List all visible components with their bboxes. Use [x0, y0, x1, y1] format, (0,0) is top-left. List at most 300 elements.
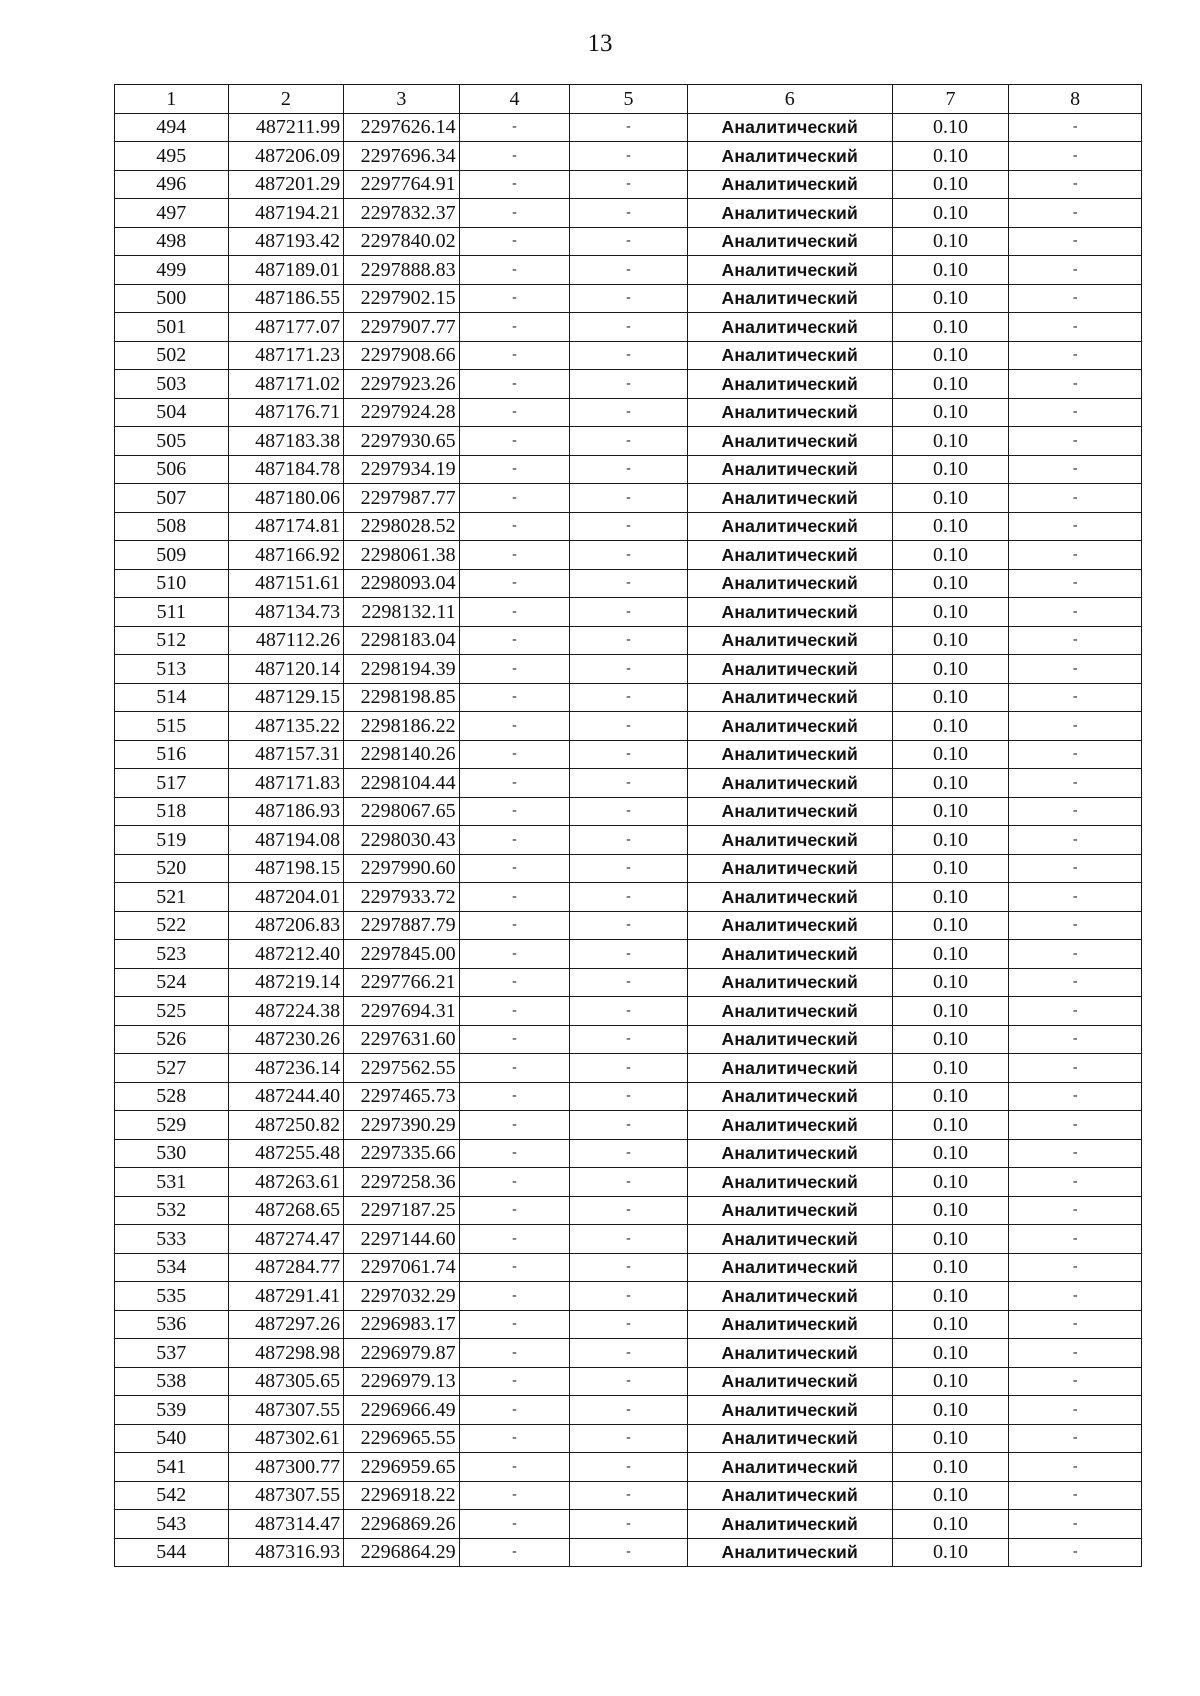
accuracy-cell: 0.10: [892, 199, 1009, 228]
table-row: [115, 740, 1142, 769]
column-5-cell: -: [570, 1310, 688, 1339]
x-coordinate-cell: 487171.23: [228, 341, 344, 370]
method-cell: Аналитический: [687, 683, 892, 712]
accuracy-cell: 0.10: [892, 455, 1009, 484]
method-cell: Аналитический: [687, 911, 892, 940]
column-8-cell: -: [1009, 1168, 1142, 1197]
column-8-cell: -: [1009, 997, 1142, 1026]
accuracy-cell: 0.10: [892, 1424, 1009, 1453]
accuracy-cell: 0.10: [892, 370, 1009, 399]
column-4-cell: -: [459, 911, 570, 940]
column-5-cell: -: [570, 1168, 688, 1197]
y-coordinate-cell: 2297908.66: [344, 341, 460, 370]
accuracy-cell: 0.10: [892, 826, 1009, 855]
accuracy-cell: 0.10: [892, 512, 1009, 541]
column-4-cell: -: [459, 655, 570, 684]
column-8-cell: -: [1009, 170, 1142, 199]
y-coordinate-cell: 2298093.04: [344, 569, 460, 598]
method-cell: Аналитический: [687, 1054, 892, 1083]
column-4-cell: -: [459, 341, 570, 370]
accuracy-cell: 0.10: [892, 1310, 1009, 1339]
point-number-cell: 515: [115, 712, 229, 741]
column-4-cell: -: [459, 1310, 570, 1339]
method-cell: Аналитический: [687, 256, 892, 285]
point-number-cell: 539: [115, 1396, 229, 1425]
y-coordinate-cell: 2297990.60: [344, 854, 460, 883]
method-cell: Аналитический: [687, 712, 892, 741]
column-4-cell: -: [459, 1396, 570, 1425]
point-number-cell: 521: [115, 883, 229, 912]
accuracy-cell: 0.10: [892, 427, 1009, 456]
method-cell: Аналитический: [687, 1310, 892, 1339]
y-coordinate-cell: 2298030.43: [344, 826, 460, 855]
point-number-cell: 525: [115, 997, 229, 1026]
y-coordinate-cell: 2297840.02: [344, 227, 460, 256]
x-coordinate-cell: 487184.78: [228, 455, 344, 484]
method-cell: Аналитический: [687, 626, 892, 655]
x-coordinate-cell: 487151.61: [228, 569, 344, 598]
accuracy-cell: 0.10: [892, 683, 1009, 712]
accuracy-cell: 0.10: [892, 1510, 1009, 1539]
column-5-cell: -: [570, 455, 688, 484]
method-cell: Аналитический: [687, 170, 892, 199]
column-5-cell: -: [570, 313, 688, 342]
column-4-cell: -: [459, 569, 570, 598]
column-8-cell: -: [1009, 797, 1142, 826]
coordinates-table: [114, 84, 1142, 1567]
column-8-cell: -: [1009, 1196, 1142, 1225]
column-4-cell: -: [459, 968, 570, 997]
method-cell: Аналитический: [687, 940, 892, 969]
point-number-cell: 526: [115, 1025, 229, 1054]
column-8-cell: -: [1009, 1367, 1142, 1396]
column-4-cell: -: [459, 1282, 570, 1311]
column-8-cell: -: [1009, 740, 1142, 769]
y-coordinate-cell: 2298194.39: [344, 655, 460, 684]
column-4-cell: -: [459, 113, 570, 142]
point-number-cell: 519: [115, 826, 229, 855]
column-8-cell: -: [1009, 1139, 1142, 1168]
point-number-cell: 527: [115, 1054, 229, 1083]
table-row: [115, 769, 1142, 798]
x-coordinate-cell: 487206.09: [228, 142, 344, 171]
x-coordinate-cell: 487171.02: [228, 370, 344, 399]
point-number-cell: 522: [115, 911, 229, 940]
column-8-cell: -: [1009, 940, 1142, 969]
column-8-cell: -: [1009, 1282, 1142, 1311]
column-8-cell: -: [1009, 1538, 1142, 1567]
point-number-cell: 542: [115, 1481, 229, 1510]
table-row: [115, 797, 1142, 826]
method-cell: Аналитический: [687, 883, 892, 912]
y-coordinate-cell: 2297335.66: [344, 1139, 460, 1168]
accuracy-cell: 0.10: [892, 484, 1009, 513]
table-row: [115, 1424, 1142, 1453]
column-4-cell: -: [459, 598, 570, 627]
table-row: [115, 1396, 1142, 1425]
method-cell: Аналитический: [687, 227, 892, 256]
point-number-cell: 500: [115, 284, 229, 313]
column-8-cell: -: [1009, 142, 1142, 171]
y-coordinate-cell: 2297907.77: [344, 313, 460, 342]
y-coordinate-cell: 2297562.55: [344, 1054, 460, 1083]
column-4-cell: -: [459, 1054, 570, 1083]
column-8-cell: -: [1009, 1025, 1142, 1054]
column-4-cell: -: [459, 1510, 570, 1539]
method-cell: Аналитический: [687, 797, 892, 826]
column-header: 6: [687, 85, 892, 114]
column-4-cell: -: [459, 256, 570, 285]
point-number-cell: 512: [115, 626, 229, 655]
column-header: 2: [228, 85, 344, 114]
method-cell: Аналитический: [687, 1082, 892, 1111]
x-coordinate-cell: 487206.83: [228, 911, 344, 940]
accuracy-cell: 0.10: [892, 1367, 1009, 1396]
table-row: [115, 170, 1142, 199]
point-number-cell: 499: [115, 256, 229, 285]
table-row: [115, 854, 1142, 883]
point-number-cell: 529: [115, 1111, 229, 1140]
x-coordinate-cell: 487180.06: [228, 484, 344, 513]
accuracy-cell: 0.10: [892, 1339, 1009, 1368]
column-8-cell: -: [1009, 655, 1142, 684]
column-5-cell: -: [570, 854, 688, 883]
column-4-cell: -: [459, 712, 570, 741]
column-5-cell: -: [570, 256, 688, 285]
column-8-cell: -: [1009, 455, 1142, 484]
x-coordinate-cell: 487174.81: [228, 512, 344, 541]
method-cell: Аналитический: [687, 370, 892, 399]
column-4-cell: -: [459, 797, 570, 826]
method-cell: Аналитический: [687, 1339, 892, 1368]
accuracy-cell: 0.10: [892, 626, 1009, 655]
x-coordinate-cell: 487297.26: [228, 1310, 344, 1339]
column-5-cell: -: [570, 398, 688, 427]
table-row: [115, 1538, 1142, 1567]
point-number-cell: 544: [115, 1538, 229, 1567]
column-8-cell: -: [1009, 883, 1142, 912]
point-number-cell: 516: [115, 740, 229, 769]
x-coordinate-cell: 487171.83: [228, 769, 344, 798]
column-4-cell: -: [459, 199, 570, 228]
table-header-row: [115, 85, 1142, 114]
accuracy-cell: 0.10: [892, 398, 1009, 427]
table-row: [115, 598, 1142, 627]
table-row: [115, 1481, 1142, 1510]
column-5-cell: -: [570, 541, 688, 570]
method-cell: Аналитический: [687, 313, 892, 342]
accuracy-cell: 0.10: [892, 797, 1009, 826]
y-coordinate-cell: 2298061.38: [344, 541, 460, 570]
column-5-cell: -: [570, 1538, 688, 1567]
table-row: [115, 1310, 1142, 1339]
x-coordinate-cell: 487284.77: [228, 1253, 344, 1282]
column-8-cell: -: [1009, 826, 1142, 855]
column-5-cell: -: [570, 1282, 688, 1311]
table-row: [115, 1054, 1142, 1083]
column-5-cell: -: [570, 911, 688, 940]
table-row: [115, 1168, 1142, 1197]
table-row: [115, 1111, 1142, 1140]
column-4-cell: -: [459, 740, 570, 769]
table-row: [115, 484, 1142, 513]
accuracy-cell: 0.10: [892, 569, 1009, 598]
column-4-cell: -: [459, 1225, 570, 1254]
x-coordinate-cell: 487176.71: [228, 398, 344, 427]
table-row: [115, 1253, 1142, 1282]
table-row: [115, 541, 1142, 570]
column-header: 4: [459, 85, 570, 114]
y-coordinate-cell: 2297888.83: [344, 256, 460, 285]
table-row: [115, 968, 1142, 997]
method-cell: Аналитический: [687, 1168, 892, 1197]
table-row: [115, 199, 1142, 228]
y-coordinate-cell: 2297258.36: [344, 1168, 460, 1197]
accuracy-cell: 0.10: [892, 541, 1009, 570]
y-coordinate-cell: 2296966.49: [344, 1396, 460, 1425]
table-row: [115, 370, 1142, 399]
table-row: [115, 113, 1142, 142]
column-8-cell: -: [1009, 1054, 1142, 1083]
accuracy-cell: 0.10: [892, 1253, 1009, 1282]
column-8-cell: -: [1009, 113, 1142, 142]
column-5-cell: -: [570, 1025, 688, 1054]
column-5-cell: -: [570, 199, 688, 228]
column-4-cell: -: [459, 227, 570, 256]
column-5-cell: -: [570, 1481, 688, 1510]
column-8-cell: -: [1009, 199, 1142, 228]
y-coordinate-cell: 2296864.29: [344, 1538, 460, 1567]
method-cell: Аналитический: [687, 512, 892, 541]
x-coordinate-cell: 487268.65: [228, 1196, 344, 1225]
column-4-cell: -: [459, 1196, 570, 1225]
column-5-cell: -: [570, 1396, 688, 1425]
column-5-cell: -: [570, 1424, 688, 1453]
point-number-cell: 495: [115, 142, 229, 171]
column-8-cell: -: [1009, 712, 1142, 741]
method-cell: Аналитический: [687, 455, 892, 484]
x-coordinate-cell: 487314.47: [228, 1510, 344, 1539]
accuracy-cell: 0.10: [892, 769, 1009, 798]
x-coordinate-cell: 487194.08: [228, 826, 344, 855]
point-number-cell: 535: [115, 1282, 229, 1311]
column-5-cell: -: [570, 598, 688, 627]
accuracy-cell: 0.10: [892, 284, 1009, 313]
column-4-cell: -: [459, 313, 570, 342]
method-cell: Аналитический: [687, 1453, 892, 1482]
x-coordinate-cell: 487211.99: [228, 113, 344, 142]
column-8-cell: -: [1009, 398, 1142, 427]
page-number: 13: [587, 30, 613, 57]
point-number-cell: 514: [115, 683, 229, 712]
table-row: [115, 626, 1142, 655]
point-number-cell: 533: [115, 1225, 229, 1254]
table-row: [115, 712, 1142, 741]
x-coordinate-cell: 487263.61: [228, 1168, 344, 1197]
x-coordinate-cell: 487219.14: [228, 968, 344, 997]
method-cell: Аналитический: [687, 1481, 892, 1510]
accuracy-cell: 0.10: [892, 1054, 1009, 1083]
x-coordinate-cell: 487134.73: [228, 598, 344, 627]
y-coordinate-cell: 2297924.28: [344, 398, 460, 427]
x-coordinate-cell: 487316.93: [228, 1538, 344, 1567]
column-4-cell: -: [459, 1367, 570, 1396]
column-4-cell: -: [459, 626, 570, 655]
y-coordinate-cell: 2297144.60: [344, 1225, 460, 1254]
column-8-cell: -: [1009, 683, 1142, 712]
column-8-cell: -: [1009, 569, 1142, 598]
method-cell: Аналитический: [687, 142, 892, 171]
accuracy-cell: 0.10: [892, 1168, 1009, 1197]
column-5-cell: -: [570, 769, 688, 798]
x-coordinate-cell: 487204.01: [228, 883, 344, 912]
point-number-cell: 520: [115, 854, 229, 883]
column-5-cell: -: [570, 569, 688, 598]
y-coordinate-cell: 2297766.21: [344, 968, 460, 997]
y-coordinate-cell: 2297987.77: [344, 484, 460, 513]
y-coordinate-cell: 2298067.65: [344, 797, 460, 826]
y-coordinate-cell: 2296979.87: [344, 1339, 460, 1368]
y-coordinate-cell: 2297626.14: [344, 113, 460, 142]
x-coordinate-cell: 487129.15: [228, 683, 344, 712]
x-coordinate-cell: 487298.98: [228, 1339, 344, 1368]
accuracy-cell: 0.10: [892, 968, 1009, 997]
table-row: [115, 1339, 1142, 1368]
x-coordinate-cell: 487212.40: [228, 940, 344, 969]
table-row: [115, 427, 1142, 456]
method-cell: Аналитический: [687, 569, 892, 598]
column-8-cell: -: [1009, 256, 1142, 285]
column-4-cell: -: [459, 1082, 570, 1111]
table-row: [115, 1282, 1142, 1311]
y-coordinate-cell: 2297764.91: [344, 170, 460, 199]
method-cell: Аналитический: [687, 968, 892, 997]
point-number-cell: 536: [115, 1310, 229, 1339]
column-4-cell: -: [459, 997, 570, 1026]
column-4-cell: -: [459, 854, 570, 883]
accuracy-cell: 0.10: [892, 227, 1009, 256]
method-cell: Аналитический: [687, 1253, 892, 1282]
column-8-cell: -: [1009, 1453, 1142, 1482]
point-number-cell: 524: [115, 968, 229, 997]
table-row: [115, 1196, 1142, 1225]
point-number-cell: 506: [115, 455, 229, 484]
y-coordinate-cell: 2297845.00: [344, 940, 460, 969]
accuracy-cell: 0.10: [892, 1196, 1009, 1225]
accuracy-cell: 0.10: [892, 940, 1009, 969]
y-coordinate-cell: 2297696.34: [344, 142, 460, 171]
accuracy-cell: 0.10: [892, 1139, 1009, 1168]
table-row: [115, 313, 1142, 342]
x-coordinate-cell: 487194.21: [228, 199, 344, 228]
column-8-cell: -: [1009, 968, 1142, 997]
method-cell: Аналитический: [687, 740, 892, 769]
y-coordinate-cell: 2297923.26: [344, 370, 460, 399]
y-coordinate-cell: 2297694.31: [344, 997, 460, 1026]
table-row: [115, 1225, 1142, 1254]
column-8-cell: -: [1009, 769, 1142, 798]
point-number-cell: 504: [115, 398, 229, 427]
column-header: 1: [115, 85, 229, 114]
column-5-cell: -: [570, 1453, 688, 1482]
table-row: [115, 1025, 1142, 1054]
accuracy-cell: 0.10: [892, 854, 1009, 883]
x-coordinate-cell: 487274.47: [228, 1225, 344, 1254]
point-number-cell: 502: [115, 341, 229, 370]
table-row: [115, 256, 1142, 285]
accuracy-cell: 0.10: [892, 1396, 1009, 1425]
column-5-cell: -: [570, 797, 688, 826]
accuracy-cell: 0.10: [892, 1111, 1009, 1140]
accuracy-cell: 0.10: [892, 883, 1009, 912]
accuracy-cell: 0.10: [892, 170, 1009, 199]
column-4-cell: -: [459, 142, 570, 171]
table-row: [115, 341, 1142, 370]
method-cell: Аналитический: [687, 1025, 892, 1054]
accuracy-cell: 0.10: [892, 1225, 1009, 1254]
method-cell: Аналитический: [687, 1139, 892, 1168]
method-cell: Аналитический: [687, 997, 892, 1026]
x-coordinate-cell: 487230.26: [228, 1025, 344, 1054]
accuracy-cell: 0.10: [892, 598, 1009, 627]
column-4-cell: -: [459, 769, 570, 798]
y-coordinate-cell: 2297032.29: [344, 1282, 460, 1311]
column-8-cell: -: [1009, 227, 1142, 256]
column-5-cell: -: [570, 1139, 688, 1168]
method-cell: Аналитический: [687, 199, 892, 228]
y-coordinate-cell: 2298186.22: [344, 712, 460, 741]
x-coordinate-cell: 487177.07: [228, 313, 344, 342]
point-number-cell: 538: [115, 1367, 229, 1396]
column-5-cell: -: [570, 740, 688, 769]
x-coordinate-cell: 487198.15: [228, 854, 344, 883]
table-row: [115, 997, 1142, 1026]
x-coordinate-cell: 487186.93: [228, 797, 344, 826]
y-coordinate-cell: 2298183.04: [344, 626, 460, 655]
point-number-cell: 508: [115, 512, 229, 541]
column-4-cell: -: [459, 170, 570, 199]
column-5-cell: -: [570, 1253, 688, 1282]
column-5-cell: -: [570, 655, 688, 684]
column-8-cell: -: [1009, 541, 1142, 570]
table-row: [115, 683, 1142, 712]
column-8-cell: -: [1009, 341, 1142, 370]
column-4-cell: -: [459, 455, 570, 484]
method-cell: Аналитический: [687, 1196, 892, 1225]
accuracy-cell: 0.10: [892, 655, 1009, 684]
table-row: [115, 284, 1142, 313]
point-number-cell: 540: [115, 1424, 229, 1453]
column-5-cell: -: [570, 427, 688, 456]
accuracy-cell: 0.10: [892, 1282, 1009, 1311]
x-coordinate-cell: 487291.41: [228, 1282, 344, 1311]
y-coordinate-cell: 2297061.74: [344, 1253, 460, 1282]
point-number-cell: 534: [115, 1253, 229, 1282]
column-4-cell: -: [459, 1538, 570, 1567]
point-number-cell: 505: [115, 427, 229, 456]
column-5-cell: -: [570, 142, 688, 171]
method-cell: Аналитический: [687, 1510, 892, 1539]
column-4-cell: -: [459, 883, 570, 912]
method-cell: Аналитический: [687, 598, 892, 627]
column-4-cell: -: [459, 826, 570, 855]
method-cell: Аналитический: [687, 427, 892, 456]
x-coordinate-cell: 487201.29: [228, 170, 344, 199]
column-8-cell: -: [1009, 427, 1142, 456]
column-4-cell: -: [459, 427, 570, 456]
y-coordinate-cell: 2297390.29: [344, 1111, 460, 1140]
x-coordinate-cell: 487236.14: [228, 1054, 344, 1083]
